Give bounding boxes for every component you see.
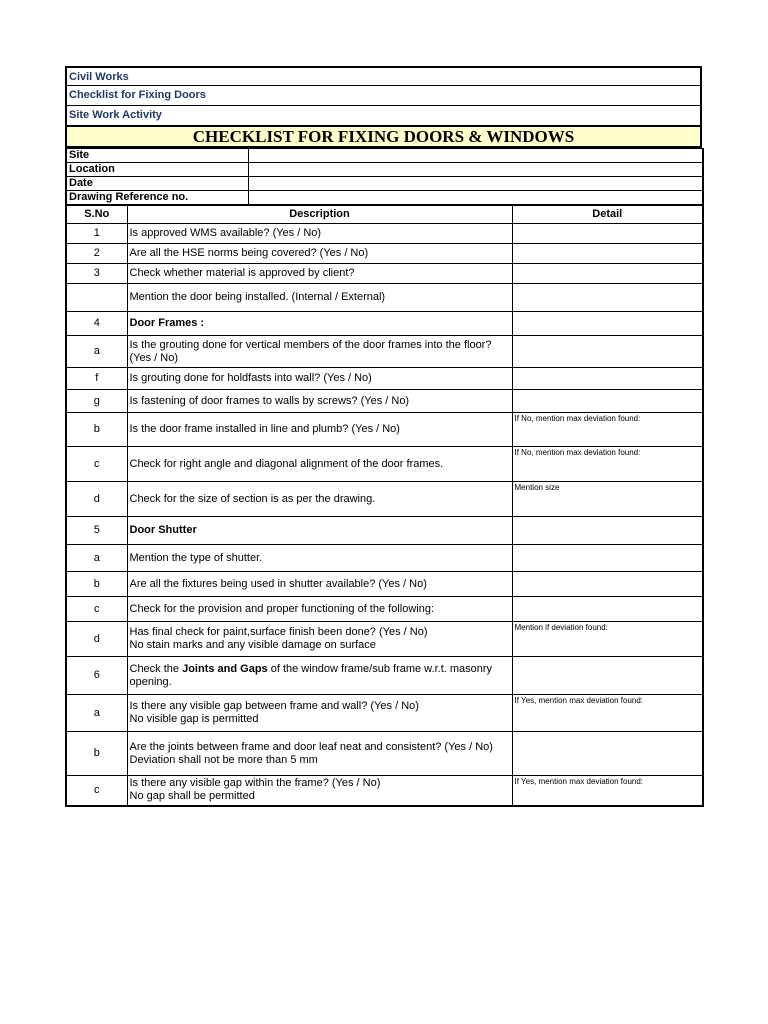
row-sno: b [66, 413, 127, 447]
table-row [66, 572, 703, 597]
row-detail[interactable] [512, 572, 703, 597]
row-description: Mention the door being installed. (Internal / External) [127, 284, 512, 312]
row-detail[interactable] [512, 732, 703, 776]
header-civil-works: Civil Works [65, 66, 702, 86]
table-row [66, 776, 703, 806]
row-sno: 4 [66, 312, 127, 336]
table-row [66, 622, 703, 657]
table-row [66, 336, 703, 368]
row-sno: a [66, 336, 127, 368]
row-detail[interactable]: If Yes, mention max deviation found: [512, 695, 703, 732]
row-sno: c [66, 776, 127, 806]
table-row [66, 482, 703, 517]
row-sno: a [66, 695, 127, 732]
row-description [127, 695, 512, 732]
table-row [66, 413, 703, 447]
checklist-sheet [65, 66, 702, 807]
drawing-ref-value[interactable] [248, 191, 703, 205]
column-header-sno: S.No [66, 206, 127, 224]
row-description-line: Is there any visible gap between frame and wall? (Yes / No) [129, 700, 419, 712]
table-row [66, 368, 703, 390]
row-sno: c [66, 447, 127, 482]
row-sno: 6 [66, 657, 127, 695]
page-title: CHECKLIST FOR FIXING DOORS & WINDOWS [65, 126, 702, 148]
row-detail[interactable]: If Yes, mention max deviation found: [512, 776, 703, 806]
row-description [127, 657, 512, 695]
header-activity: Site Work Activity [65, 106, 702, 126]
row-sno [66, 284, 127, 312]
table-row [66, 447, 703, 482]
row-description: Is the grouting done for vertical members of the door frames into the floor? (Yes / No) [127, 336, 512, 368]
table-row [66, 264, 703, 284]
table-row [66, 695, 703, 732]
column-header-description: Description [127, 206, 512, 224]
row-description-line: No gap shall be permitted [129, 790, 255, 803]
row-description: Door Shutter [127, 517, 512, 545]
table-row [66, 312, 703, 336]
date-value[interactable] [248, 177, 703, 191]
row-description-text: Check the [129, 662, 183, 675]
table-row [66, 244, 703, 264]
drawing-ref-label: Drawing Reference no. [66, 191, 248, 205]
table-row [66, 284, 703, 312]
row-detail[interactable] [512, 390, 703, 413]
row-description: Door Frames : [127, 312, 512, 336]
row-sno: d [66, 622, 127, 657]
row-detail[interactable] [512, 284, 703, 312]
row-description: Check for right angle and diagonal alignment of the door frames. [127, 447, 512, 482]
row-detail[interactable] [512, 224, 703, 244]
row-description [127, 732, 512, 776]
row-sno: 1 [66, 224, 127, 244]
row-description: Are all the HSE norms being covered? (Yes / No) [127, 244, 512, 264]
row-sno: g [66, 390, 127, 413]
row-description: Check for the size of section is as per the drawing. [127, 482, 512, 517]
row-sno: 5 [66, 517, 127, 545]
row-description-line: Is there any visible gap within the frame? (Yes / No) [129, 777, 381, 790]
row-sno: f [66, 368, 127, 390]
row-description: Is the door frame installed in line and plumb? (Yes / No) [127, 413, 512, 447]
table-row [66, 597, 703, 622]
row-description: Is fastening of door frames to walls by screws? (Yes / No) [127, 390, 512, 413]
table-row [66, 390, 703, 413]
row-description-line: No stain marks and any visible damage on surface [129, 639, 376, 651]
row-detail[interactable]: Mention if deviation found: [512, 622, 703, 657]
site-value[interactable] [248, 149, 703, 163]
row-detail[interactable] [512, 312, 703, 336]
row-detail[interactable] [512, 368, 703, 390]
row-description: Mention the type of shutter. [127, 545, 512, 572]
row-sno: 3 [66, 264, 127, 284]
row-detail[interactable] [512, 336, 703, 368]
table-row [66, 517, 703, 545]
row-description: Check whether material is approved by client? [127, 264, 512, 284]
row-detail[interactable] [512, 545, 703, 572]
row-sno: b [66, 732, 127, 776]
row-detail[interactable] [512, 244, 703, 264]
location-label: Location [66, 163, 248, 177]
row-description-line: No visible gap is permitted [129, 713, 259, 725]
table-row [66, 657, 703, 695]
row-description: Is grouting done for holdfasts into wall? (Yes / No) [127, 368, 512, 390]
row-description-line: Are the joints between frame and door leaf neat and consistent? (Yes / No) [129, 740, 493, 753]
table-row [66, 224, 703, 244]
row-sno: 2 [66, 244, 127, 264]
checklist-table [65, 205, 704, 807]
site-label: Site [66, 149, 248, 163]
location-value[interactable] [248, 163, 703, 177]
column-header-detail: Detail [512, 206, 703, 224]
row-description: Are all the fixtures being used in shutter available? (Yes / No) [127, 572, 512, 597]
row-detail[interactable] [512, 517, 703, 545]
row-description [127, 776, 512, 806]
row-description: Is approved WMS available? (Yes / No) [127, 224, 512, 244]
row-sno: c [66, 597, 127, 622]
date-label: Date [66, 177, 248, 191]
table-row [66, 732, 703, 776]
row-detail[interactable] [512, 597, 703, 622]
row-sno: d [66, 482, 127, 517]
row-description: Check for the provision and proper functioning of the following: [127, 597, 512, 622]
row-detail[interactable] [512, 657, 703, 695]
header-checklist-name: Checklist for Fixing Doors [65, 86, 702, 106]
row-sno: b [66, 572, 127, 597]
info-table [65, 148, 704, 205]
row-description-line: Deviation shall not be more than 5 mm [129, 753, 318, 766]
row-sno: a [66, 545, 127, 572]
row-description-line: Has final check for paint,surface finish been done? (Yes / No) [129, 626, 428, 638]
row-description-text: of the window frame/sub frame w.r.t. masonry opening. [129, 662, 493, 688]
row-description-emphasis: Joints and Gaps [182, 662, 268, 675]
row-description [127, 622, 512, 657]
row-detail[interactable]: If No, mention max deviation found: [512, 413, 703, 447]
row-detail[interactable] [512, 264, 703, 284]
row-detail[interactable]: If No, mention max deviation found: [512, 447, 703, 482]
table-row [66, 545, 703, 572]
row-detail[interactable]: Mention size [512, 482, 703, 517]
